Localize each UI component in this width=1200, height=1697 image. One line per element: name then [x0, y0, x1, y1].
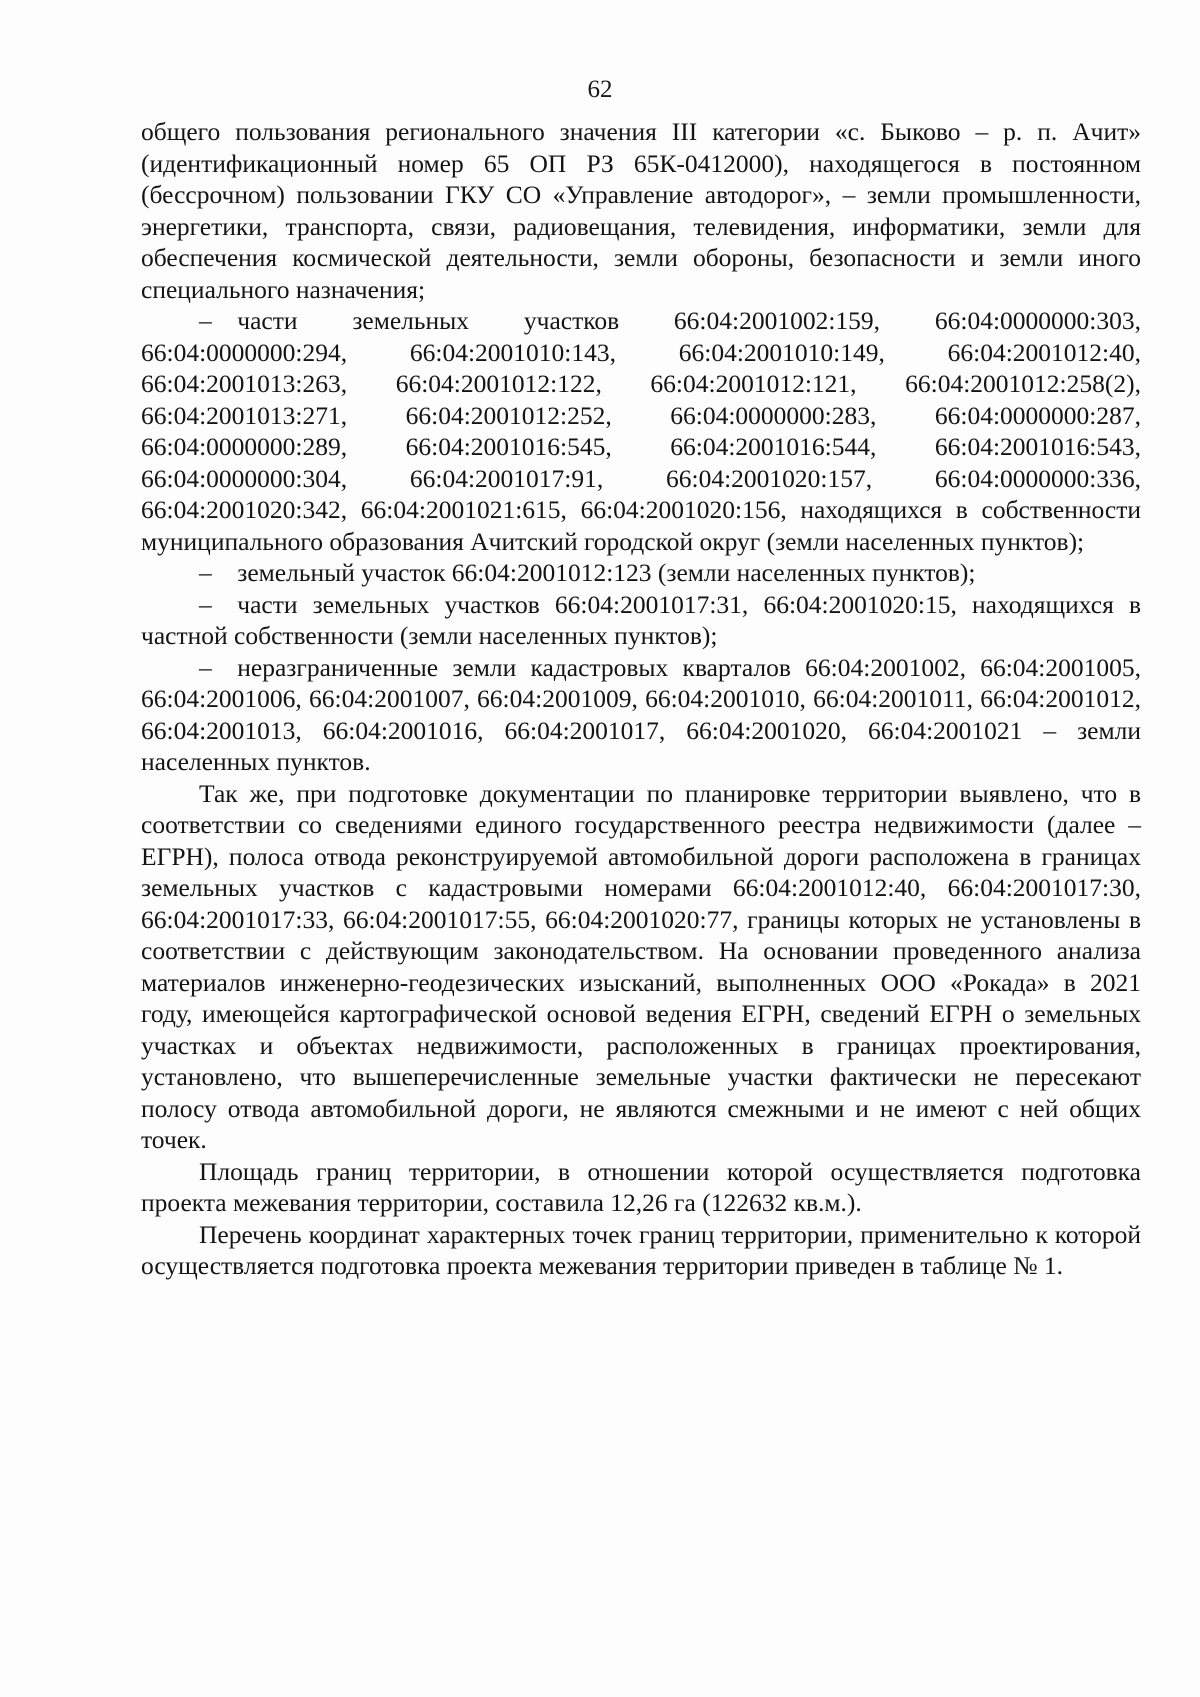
- document-body: [141, 116, 1141, 1282]
- paragraph-road-category: общего пользования регионального значения III категории «с. Быково – р. п. Ачит» (идентификационный номер 65 ОП РЗ 65К-0412000), находящегося в постоянном (бессрочном) пользовании ГКУ СО «Управление автодорог», – земли промышленности, энергетики, транспорта, связи, радиовещания, телевидения, информатики, земли для обеспечения космической деятельности, земли обороны, безопасности и земли иного специального назначения;: [141, 117, 1141, 304]
- paragraph-area: Площадь границ территории, в отношении которой осуществляется подготовка проекта межевания территории, составила 12,26 га (122632 кв.м.).: [141, 1156, 1141, 1217]
- list-item-cadastral-quarters: – неразграниченные земли кадастровых кварталов 66:04:2001002, 66:04:2001005, 66:04:2001006, 66:04:2001007, 66:04:2001009, 66:04:2001010, 66:04:2001011, 66:04:2001012, 66:04:2001013, 66:04:2001016, 66:04:2001017, 66:04:2001020, 66:04:2001021 – земли населенных пунктов.: [141, 652, 1141, 776]
- paragraph-egrn-findings: Так же, при подготовке документации по планировке территории выявлено, что в соответствии со сведениями единого государственного реестра недвижимости (далее – ЕГРН), полоса отвода реконструируемой автомобильной дороги расположена в границах земельных участков с кадастровыми номерами 66:04:2001012:40, 66:04:2001017:30, 66:04:2001017:33, 66:04:2001017:55, 66:04:2001020:77, границы которых не установлены в соответствии с действующим законодательством. На основании проведенного анализа материалов инженерно-геодезических изысканий, выполненных ООО «Рокада» в 2021 году, имеющейся картографической основой ведения ЕГРН, сведений ЕГРН о земельных участках и объектах недвижимости, расположенных в границах проектирования, установлено, что вышеперечисленные земельные участки фактически не пересекают полосу отвода автомобильной дороги, не являются смежными и не имеют с ней общих точек.: [141, 778, 1141, 1154]
- list-item-parcel-123: – земельный участок 66:04:2001012:123 (земли населенных пунктов);: [199, 558, 976, 587]
- list-item-private-parcels: – части земельных участков 66:04:2001017:31, 66:04:2001020:15, находящихся в частной собственности (земли населенных пунктов);: [141, 589, 1141, 650]
- paragraph-coordinates-reference: Перечень координат характерных точек границ территории, применительно к которой осуществляется подготовка проекта межевания территории приведен в таблице № 1.: [141, 1219, 1141, 1280]
- list-item-municipal-parcels: – части земельных участков 66:04:2001002:159, 66:04:0000000:303, 66:04:0000000:294, 66:04:2001010:143, 66:04:2001010:149, 66:04:2001012:40, 66:04:2001013:263, 66:04:2001012:122, 66:04:2001012:121, 66:04:2001012:258(2), 66:04:2001013:271, 66:04:2001012:252, 66:04:0000000:283, 66:04:0000000:287, 66:04:0000000:289, 66:04:2001016:545, 66:04:2001016:544, 66:04:2001016:543, 66:04:0000000:304, 66:04:2001017:91, 66:04:2001020:157, 66:04:0000000:336, 66:04:2001020:342, 66:04:2001021:615, 66:04:2001020:156, находящихся в собственности муниципального образования Ачитский городской округ (земли населенных пунктов);: [141, 306, 1141, 556]
- page-number: 62: [587, 76, 613, 103]
